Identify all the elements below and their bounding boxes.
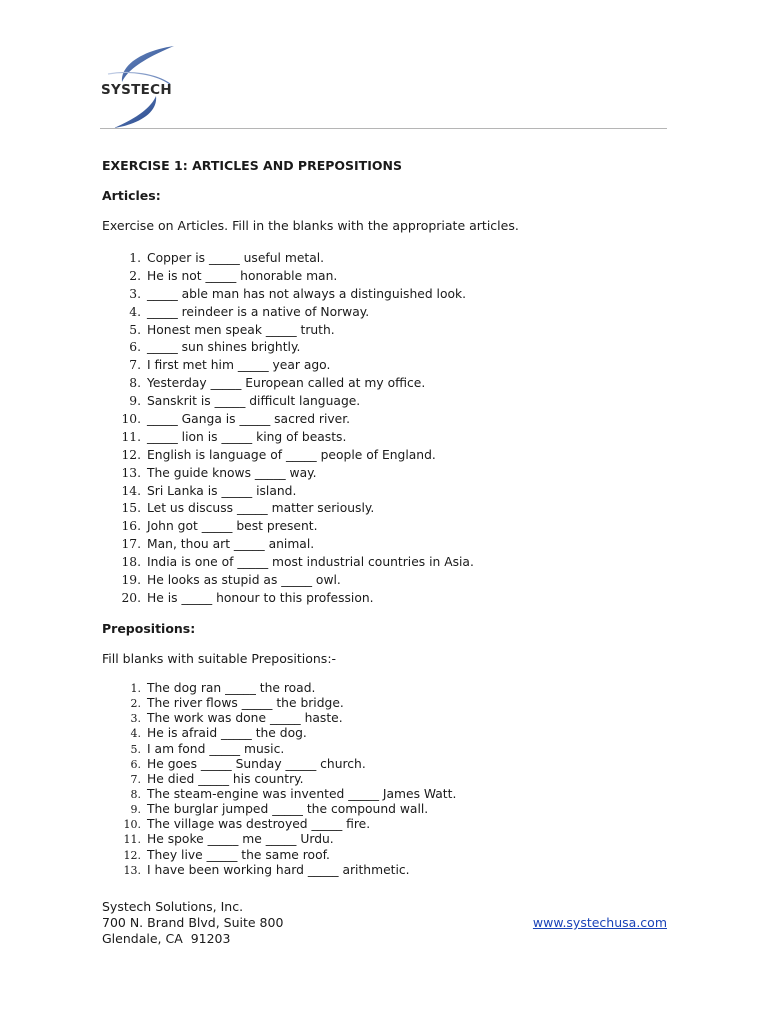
articles-item-text: Copper is _____ useful metal. <box>147 251 325 265</box>
prepositions-item-text: I have been working hard _____ arithmetic. <box>147 862 410 877</box>
articles-item-text: He looks as stupid as _____ owl. <box>147 573 341 588</box>
page-title: EXERCISE 1: ARTICLES AND PREPOSITIONS <box>102 158 402 173</box>
articles-item <box>102 590 474 608</box>
articles-item-number: 1. <box>129 251 141 265</box>
articles-item-number: 16. <box>121 519 141 534</box>
prepositions-instructions: Fill blanks with suitable Prepositions:- <box>102 651 337 666</box>
articles-heading: Articles: <box>102 188 161 203</box>
articles-item-number: 10. <box>121 412 141 427</box>
articles-item <box>102 554 474 572</box>
articles-item <box>102 268 474 286</box>
articles-list <box>102 250 474 608</box>
articles-item <box>102 447 474 465</box>
articles-item <box>102 483 474 501</box>
articles-item-text: Sanskrit is _____ difficult language. <box>147 394 361 409</box>
articles-item-text: Man, thou art _____ animal. <box>147 537 315 552</box>
prepositions-item <box>102 726 456 741</box>
prepositions-item <box>102 711 456 726</box>
prepositions-item-number: 11. <box>123 833 141 847</box>
articles-item <box>102 375 474 393</box>
prepositions-item-text: He died _____ his country. <box>147 771 304 786</box>
prepositions-item <box>102 681 456 696</box>
website-link[interactable]: www.systechusa.com <box>532 915 667 930</box>
articles-item-text: Let us discuss _____ matter seriously. <box>147 501 375 516</box>
prepositions-item-text: They live _____ the same roof. <box>147 847 330 862</box>
articles-item-text: India is one of _____ most industrial countries in Asia. <box>147 555 474 570</box>
prepositions-item-number: 2. <box>130 697 141 711</box>
prepositions-item-text: The river flows _____ the bridge. <box>147 696 344 711</box>
prepositions-item <box>102 772 456 787</box>
prepositions-item <box>102 832 456 847</box>
prepositions-heading: Prepositions: <box>102 621 196 636</box>
articles-item-number: 2. <box>129 268 141 283</box>
articles-item-text: English is language of _____ people of England. <box>147 447 436 462</box>
prepositions-item <box>102 863 456 878</box>
articles-item <box>102 465 474 483</box>
prepositions-item-text: He goes _____ Sunday _____ church. <box>147 756 366 771</box>
articles-item-text: The guide knows _____ way. <box>147 465 317 480</box>
articles-item-number: 12. <box>121 447 141 462</box>
prepositions-item-text: The steam-engine was invented _____ James Watt. <box>147 786 457 801</box>
articles-item <box>102 536 474 554</box>
articles-item-number: 17. <box>121 537 141 552</box>
prepositions-item-number: 10. <box>123 818 141 832</box>
articles-item-number: 6. <box>129 340 141 355</box>
articles-item-number: 15. <box>121 501 141 516</box>
articles-item <box>102 339 474 357</box>
articles-item-number: 5. <box>129 322 141 337</box>
prepositions-list <box>102 681 456 878</box>
articles-item <box>102 500 474 518</box>
articles-instructions: Exercise on Articles. Fill in the blanks with the appropriate articles. <box>102 218 519 233</box>
articles-item <box>102 411 474 429</box>
articles-item-number: 4. <box>129 304 141 319</box>
articles-item-text: Sri Lanka is _____ island. <box>147 483 297 498</box>
articles-item-number: 9. <box>129 394 141 409</box>
articles-item <box>102 322 474 340</box>
footer-address <box>102 899 283 947</box>
prepositions-item-text: He is afraid _____ the dog. <box>147 726 307 741</box>
articles-item-text: Yesterday _____ European called at my office. <box>147 376 426 391</box>
articles-item-text: I first met him _____ year ago. <box>147 358 331 373</box>
prepositions-item <box>102 757 456 772</box>
prepositions-item-number: 5. <box>130 742 141 756</box>
articles-item-text: _____ Ganga is _____ sacred river. <box>147 412 351 427</box>
prepositions-item <box>102 787 456 802</box>
company-logo <box>100 44 186 130</box>
prepositions-item-text: The village was destroyed _____ fire. <box>147 817 371 832</box>
articles-item-number: 14. <box>121 483 141 498</box>
prepositions-item-text: The burglar jumped _____ the compound wall. <box>147 802 429 817</box>
prepositions-item-number: 6. <box>130 757 141 771</box>
prepositions-item-number: 12. <box>123 848 141 862</box>
prepositions-item-text: The work was done _____ haste. <box>147 711 343 726</box>
articles-item-number: 20. <box>121 590 141 605</box>
articles-item <box>102 572 474 590</box>
prepositions-item-text: I am fond _____ music. <box>147 741 285 756</box>
prepositions-item-text: The dog ran _____ the road. <box>147 681 316 695</box>
articles-item <box>102 518 474 536</box>
prepositions-item-number: 8. <box>130 787 141 801</box>
prepositions-item-number: 4. <box>130 727 141 741</box>
prepositions-item-number: 3. <box>130 712 141 726</box>
articles-item-text: _____ lion is _____ king of beasts. <box>147 429 347 444</box>
prepositions-item-text: He spoke _____ me _____ Urdu. <box>147 832 334 847</box>
articles-item <box>102 429 474 447</box>
prepositions-item <box>102 848 456 863</box>
header-divider <box>100 128 667 129</box>
prepositions-item <box>102 817 456 832</box>
logo-text: SYSTECH <box>101 82 172 98</box>
prepositions-item-number: 9. <box>130 803 141 817</box>
footer-address-line1: 700 N. Brand Blvd, Suite 800 <box>102 915 284 930</box>
articles-item-text: _____ sun shines brightly. <box>147 340 301 355</box>
articles-item-number: 7. <box>129 358 141 373</box>
articles-item-text: _____ able man has not always a distinguished look. <box>147 286 467 301</box>
prepositions-item-number: 7. <box>130 772 141 786</box>
prepositions-item-number: 13. <box>123 863 141 877</box>
prepositions-item <box>102 696 456 711</box>
articles-item-text: _____ reindeer is a native of Norway. <box>147 304 370 319</box>
articles-item-number: 8. <box>129 376 141 391</box>
articles-item-number: 11. <box>121 429 141 444</box>
articles-item-text: He is _____ honour to this profession. <box>147 590 374 605</box>
articles-item-number: 19. <box>121 573 141 588</box>
footer-company: Systech Solutions, Inc. <box>102 899 244 914</box>
articles-item-number: 13. <box>121 465 141 480</box>
articles-item-text: John got _____ best present. <box>147 519 318 534</box>
articles-item-text: Honest men speak _____ truth. <box>147 322 335 337</box>
articles-item-text: He is not _____ honorable man. <box>147 268 338 283</box>
articles-item <box>102 250 474 268</box>
footer-address-line2: Glendale, CA 91203 <box>102 931 231 946</box>
articles-item <box>102 286 474 304</box>
articles-item-number: 3. <box>129 286 141 301</box>
articles-item <box>102 393 474 411</box>
articles-item <box>102 357 474 375</box>
prepositions-item <box>102 742 456 757</box>
prepositions-item <box>102 802 456 817</box>
prepositions-item-number: 1. <box>130 682 141 695</box>
articles-item <box>102 304 474 322</box>
articles-item-number: 18. <box>121 555 141 570</box>
